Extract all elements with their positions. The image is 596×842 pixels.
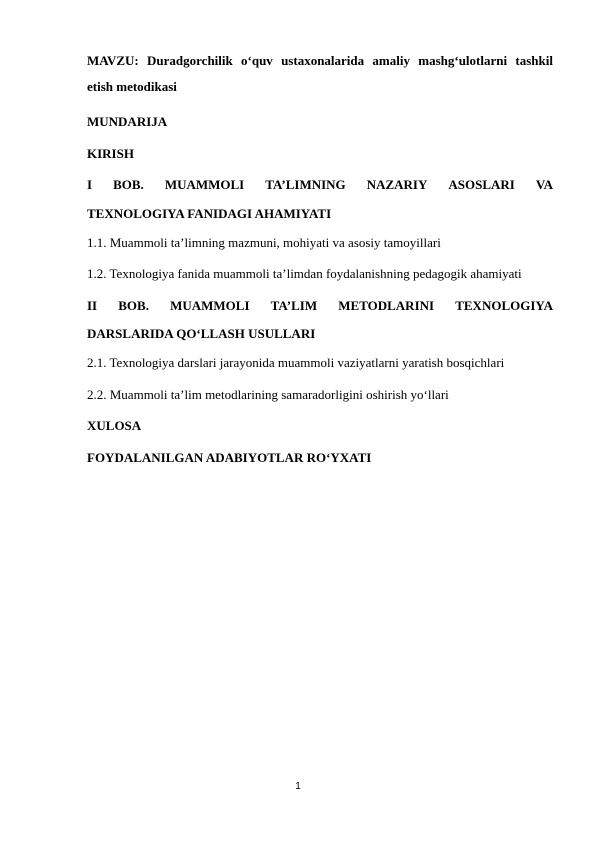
toc-item-references: FOYDALANILGAN ADABIYOTLAR RO‘YXATI bbox=[87, 449, 372, 465]
toc-item-conclusion: XULOSA bbox=[87, 418, 142, 433]
toc-section-2-1: 2.1. Texnologiya darslari jarayonida muammoli vaziyatlarni yaratish bosqichlari bbox=[87, 355, 505, 370]
chapter-word: NAZARIY bbox=[366, 177, 428, 192]
toc-chapter-2-line-1 bbox=[87, 290, 553, 322]
chapter-word: TA’LIMNING bbox=[265, 177, 346, 192]
title-word: o‘quv bbox=[241, 53, 273, 68]
chapter-word: MUAMMOLI bbox=[170, 297, 250, 313]
chapter-word: I bbox=[87, 177, 93, 192]
page-number: 1 bbox=[295, 781, 301, 792]
toc-section-2-2: 2.2. Muammoli ta’lim metodlarining samaradorligini oshirish yo‘llari bbox=[87, 386, 449, 402]
chapter-word: VA bbox=[535, 177, 553, 192]
chapter-word: METODLARINI bbox=[338, 297, 435, 313]
document-title-line-2: etish metodikasi bbox=[87, 79, 177, 94]
toc-item-intro: KIRISH bbox=[87, 145, 134, 161]
toc-chapter-1-line-1 bbox=[87, 169, 553, 201]
chapter-word: MUAMMOLI bbox=[164, 177, 245, 192]
contents-heading: MUNDARIJA bbox=[87, 114, 168, 129]
document-title-line-1 bbox=[87, 48, 553, 74]
chapter-word: BOB. bbox=[118, 297, 149, 313]
chapter-word: TA’LIM bbox=[270, 297, 318, 313]
toc-chapter-1-line-2: TEXNOLOGIYA FANIDAGI AHAMIYATI bbox=[87, 205, 332, 221]
title-word: mashg‘ulotlarni bbox=[418, 53, 508, 68]
title-word: Duradgorchilik bbox=[147, 53, 233, 68]
toc-section-1-2: 1.2. Texnologiya fanida muammoli ta’limdan foydalanishning pedagogik ahamiyati bbox=[87, 266, 522, 281]
chapter-word: TEXNOLOGIYA bbox=[455, 297, 553, 313]
title-word: ustaxonalarida bbox=[281, 53, 365, 68]
chapter-word: BOB. bbox=[113, 177, 144, 192]
title-word: tashkil bbox=[515, 53, 553, 68]
chapter-word: ASOSLARI bbox=[448, 177, 515, 192]
chapter-word: II bbox=[87, 297, 98, 313]
document-content bbox=[87, 48, 553, 473]
title-word: MAVZU: bbox=[87, 53, 139, 68]
toc-section-1-1: 1.1. Muammoli ta’limning mazmuni, mohiyati va asosiy tamoyillari bbox=[87, 234, 441, 250]
toc-chapter-2-line-2: DARSLARIDA QO‘LLASH USULLARI bbox=[87, 326, 316, 341]
title-word: amaliy bbox=[372, 53, 410, 68]
